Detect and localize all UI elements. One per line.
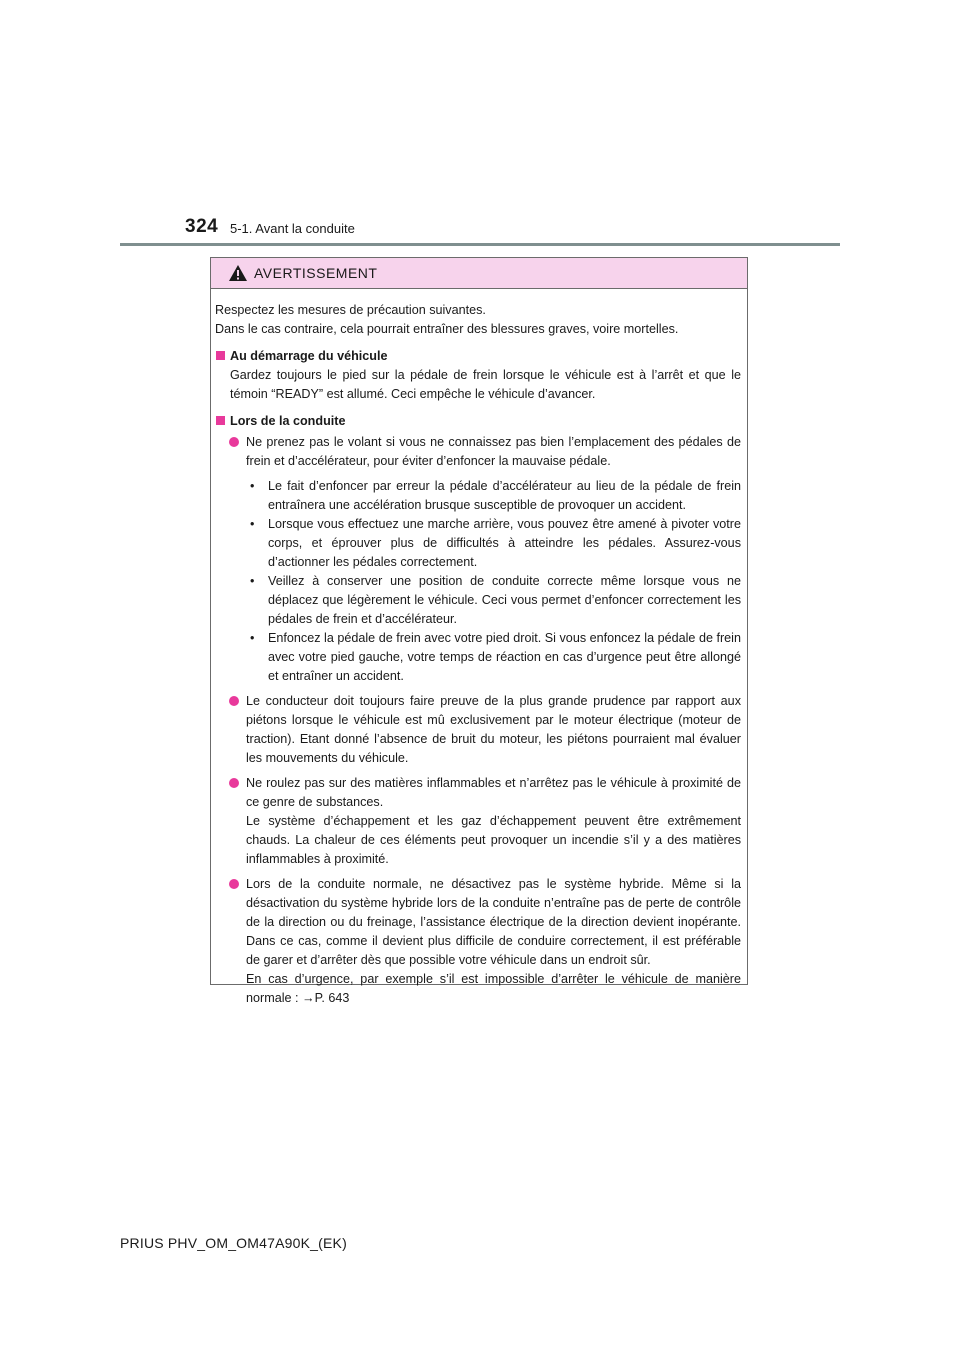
circle-bullet-icon (229, 696, 239, 706)
warning-box (210, 257, 748, 1005)
section-heading-driving (215, 412, 741, 431)
square-bullet-icon (216, 416, 225, 425)
sub-item (246, 629, 741, 686)
intro-line: Respectez les mesures de précaution suivantes. (215, 303, 486, 317)
bullet-text: Lors de la conduite normale, ne désactivez pas le système hybride. Même si la désactivation du système hybride lors de la conduite n’entraîne pas de perte de contrôle de la direction ou du freinage, l’assistance électrique de la direction devient inopérante. Dans ce cas, comme il devient plus difficile de conduire correctement, il est préférable de garer et d’arrêter dès que possible votre véhicule dans un endroit sûr. (246, 877, 741, 967)
intro-line: Dans le cas contraire, cela pourrait entraîner des blessures graves, voire mortelles. (215, 322, 679, 336)
bullet-item (229, 774, 741, 869)
bullet-item (229, 433, 741, 471)
bullet-text-group (246, 875, 741, 1008)
bullet-text: Ne prenez pas le volant si vous ne connaissez pas bien l’emplacement des pédales de frein et d’accélérateur, pour éviter d’enfoncer la mauvaise pédale. (246, 435, 741, 468)
sub-list (246, 477, 741, 686)
bullet-text: Ne roulez pas sur des matières inflammables et n’arrêtez pas le véhicule à proximité de ce genre de substances. (246, 776, 741, 809)
sub-bullet: • (250, 631, 255, 645)
square-bullet-icon (216, 351, 225, 360)
sub-bullet: • (250, 479, 255, 493)
bullet-text: Le conducteur doit toujours faire preuve de la plus grande prudence par rapport aux piétons lorsque le véhicule est mû exclusivement par le moteur électrique (moteur de traction). Etant donné l’absence de bruit du moteur, les piétons pourraient mal évaluer les mouvements du véhicule. (246, 694, 741, 765)
bullet-item (229, 875, 741, 1008)
circle-bullet-icon (229, 778, 239, 788)
sub-item-text: Le fait d’enfoncer par erreur la pédale d’accélérateur au lieu de la pédale de frein entraînera une accélération brusque susceptible de provoquer un accident. (268, 479, 741, 512)
sub-item-text: Lorsque vous effectuez une marche arrière, vous pouvez être amené à pivoter votre corps, et éprouver plus de difficultés à atteindre les pédales. Assurez-vous d’actionner les pédales correctement. (268, 517, 741, 569)
circle-bullet-icon (229, 879, 239, 889)
page-reference: En cas d’urgence, par exemple s’il est impossible d’arrêter le véhicule de manière normale : →P. 643 (246, 972, 741, 1005)
sub-item-text: Enfoncez la pédale de frein avec votre pied droit. Si vous enfoncez la pédale de frein avec votre pied gauche, votre temps de réaction en cas d’urgence peut être allongé et entraîner un accident. (268, 631, 741, 683)
sub-item (246, 515, 741, 572)
sub-item (246, 477, 741, 515)
warning-header (211, 258, 747, 289)
sub-item-text: Veillez à conserver une position de conduite correcte même lorsque vous ne déplacez que légèrement le véhicule. Ceci vous permet d’enfoncer correctement les pédales de frein et d’accélérateur. (268, 574, 741, 626)
section-heading-text: Lors de la conduite (230, 414, 346, 428)
sub-bullet: • (250, 574, 255, 588)
document-id: PRIUS PHV_OM_OM47A90K_(EK) (120, 1235, 347, 1251)
sub-item (246, 572, 741, 629)
warning-body (211, 289, 747, 1008)
page-number: 324 (185, 216, 219, 237)
circle-bullet-icon (229, 437, 239, 447)
warning-triangle-icon (228, 264, 248, 282)
bullet-item (229, 692, 741, 768)
section-title: 5-1. Avant la conduite (230, 221, 355, 236)
section-heading-startup (215, 347, 741, 366)
sub-bullet: • (250, 517, 255, 531)
section-text: Gardez toujours le pied sur la pédale de frein lorsque le véhicule est à l’arrêt et que le témoin “READY” est allumé. Ceci empêche le véhicule d’avancer. (230, 368, 741, 401)
section-heading-text: Au démarrage du véhicule (230, 349, 388, 363)
warning-title: AVERTISSEMENT (254, 265, 378, 281)
header-rule (120, 243, 840, 246)
bullet-text-extra: Le système d’échappement et les gaz d’échappement peuvent être extrêmement chauds. La chaleur de ces éléments peut provoquer un incendie s’il y a des matières inflammables à proximité. (246, 814, 741, 866)
bullet-text-group (246, 774, 741, 869)
